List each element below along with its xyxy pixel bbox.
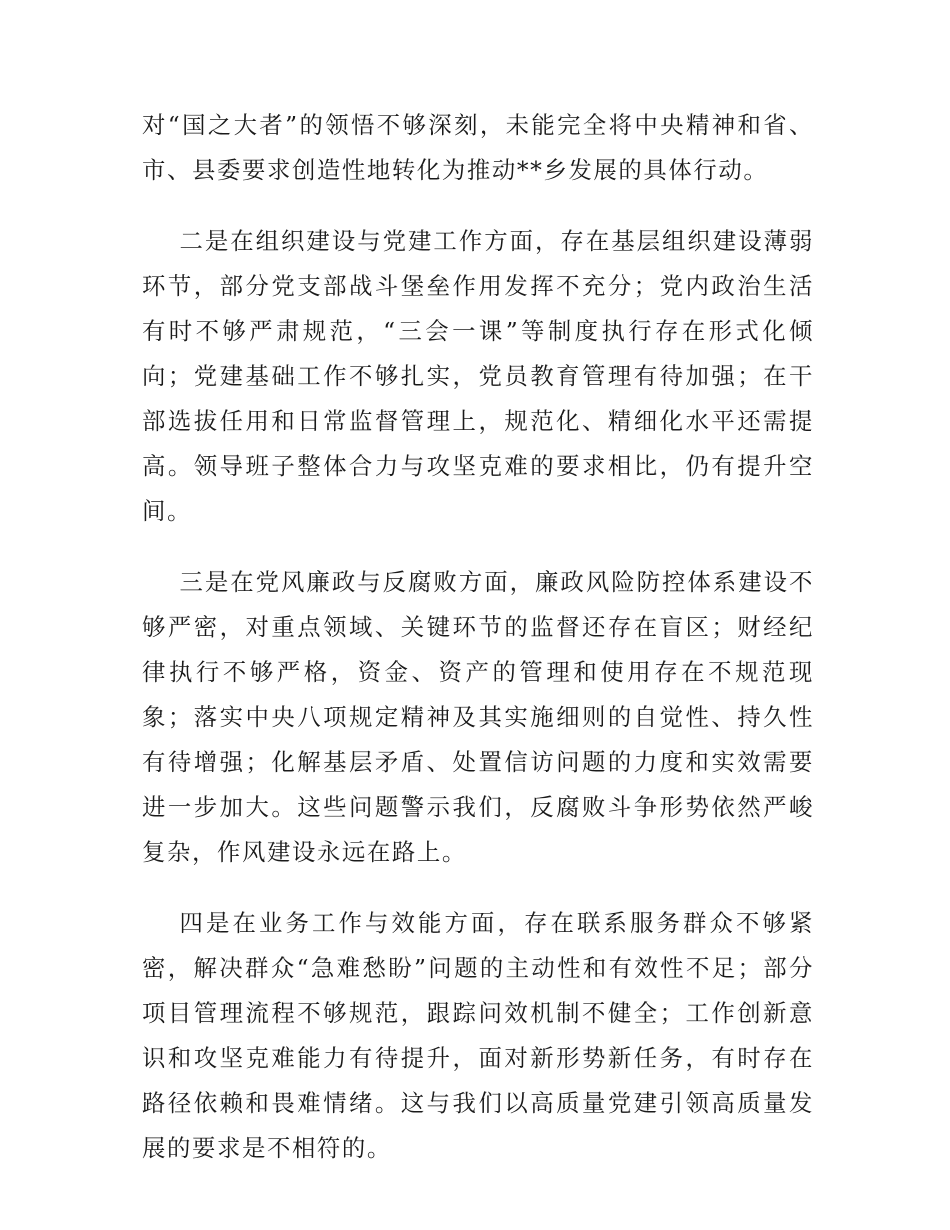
paragraph-gap	[142, 193, 814, 219]
paragraph-party-building: 二是在组织建设与党建工作方面，存在基层组织建设薄弱环节，部分党支部战斗堡垒作用发挥不充分；党内政治生活有时不够严肃规范，“三会一课”等制度执行存在形式化倾向；党建基础工作不够扎实，党员教育管理有待加强；在干部选拔任用和日常监督管理上，规范化、精细化水平还需提高。领导班子整体合力与攻坚克难的要求相比，仍有提升空间。	[142, 227, 814, 525]
paragraph-continuation: 对“国之大者”的领悟不够深刻，未能完全将中央精神和省、市、县委要求创造性地转化为推动**乡发展的具体行动。	[142, 111, 814, 184]
paragraph-anti-corruption: 三是在党风廉政与反腐败方面，廉政风险防控体系建设不够严密，对重点领域、关键环节的监督还存在盲区；财经纪律执行不够严格，资金、资产的管理和使用存在不规范现象；落实中央八项规定精神及其实施细则的自觉性、持久性有待增强；化解基层矛盾、处置信访问题的力度和实效需要进一步加大。这些问题警示我们，反腐败斗争形势依然严峻复杂，作风建设永远在路上。	[142, 568, 814, 866]
paragraph-gap	[142, 875, 814, 901]
document-body	[142, 103, 814, 1171]
paragraph-gap	[142, 534, 814, 560]
paragraph-work-efficiency: 四是在业务工作与效能方面，存在联系服务群众不够紧密，解决群众“急难愁盼”问题的主动性和有效性不足；部分项目管理流程不够规范，跟踪问效机制不健全；工作创新意识和攻坚克难能力有待提升，面对新形势新任务，有时存在路径依赖和畏难情绪。这与我们以高质量党建引领高质量发展的要求是不相符的。	[142, 909, 814, 1162]
